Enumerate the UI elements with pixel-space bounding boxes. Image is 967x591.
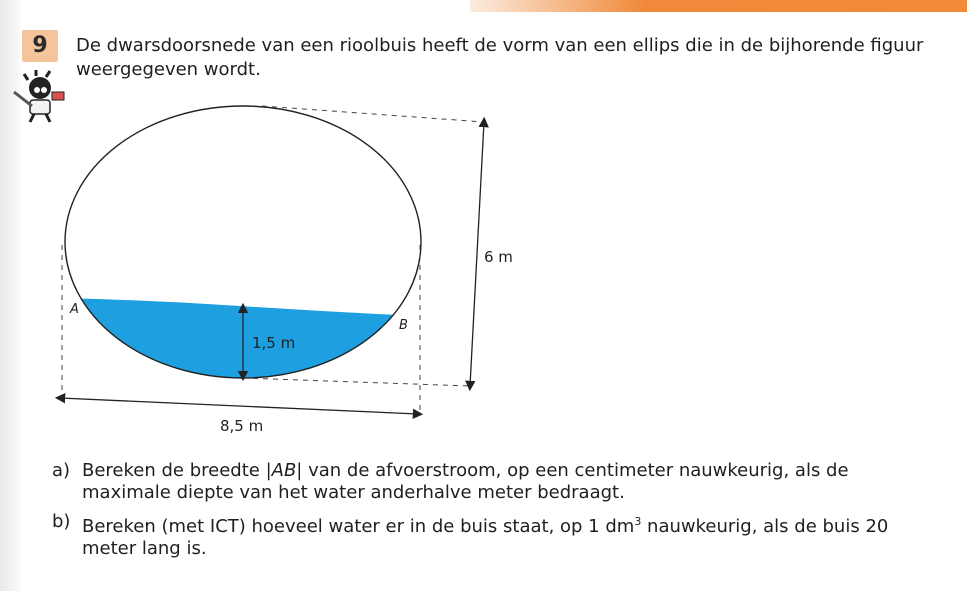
- height-label: 6 m: [484, 248, 513, 266]
- question-b-text: [82, 511, 932, 560]
- question-b: [52, 511, 932, 560]
- width-label: 8,5 m: [220, 417, 264, 435]
- question-a: [52, 460, 932, 504]
- question-a-text: [82, 460, 932, 504]
- question-a-label: a): [52, 460, 71, 481]
- question-b-label: b): [52, 511, 71, 532]
- point-a-label: A: [70, 302, 79, 317]
- question-a-text-start: Bereken de breedte: [82, 460, 266, 481]
- depth-label: 1,5 m: [252, 334, 296, 352]
- question-b-text-end: nauwkeurig, als de buis 20 meter lang is.: [82, 516, 889, 559]
- point-b-label: B: [399, 318, 408, 333]
- exercise-intro: De dwarsdoorsnede van een rioolbuis heeft de vorm van een ellips die in de bijhorende figuur weergegeven wordt.: [76, 35, 924, 80]
- height-arrow: [470, 122, 484, 386]
- question-a-text-end: van de afvoerstroom, op een centimeter nauwkeurig, als de maximale diepte van het water anderhalve meter bedraagt.: [82, 460, 849, 503]
- question-b-text-start: Bereken (met ICT) hoeveel water er in de buis staat, op 1 dm: [82, 516, 635, 537]
- exercise-number-badge: 9: [22, 30, 58, 62]
- segment-ab-notation: |AB|: [265, 460, 303, 481]
- water-area: [60, 298, 420, 400]
- width-arrow: [60, 398, 418, 414]
- unit-exponent: 3: [634, 515, 642, 528]
